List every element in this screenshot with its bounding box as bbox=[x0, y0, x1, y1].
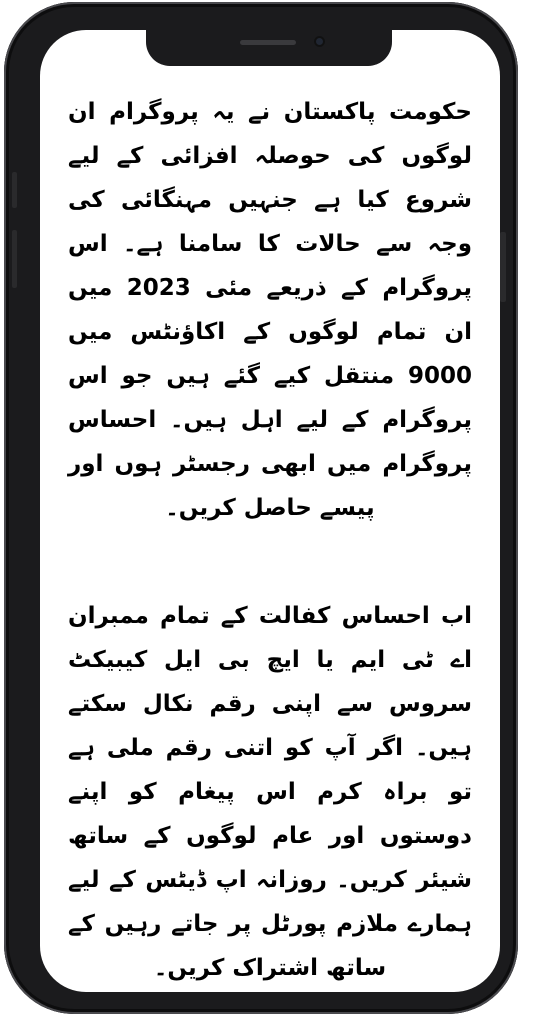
article-content bbox=[68, 90, 472, 990]
article-paragraph-2: اب احساس کفالت کے تمام ممبران اے ٹی ایم یا ایچ بی ایل کیبیکٹ سروس سے اپنی رقم نکال سکتے ہیں۔ اگر آپ کو اتنی رقم ملی ہے تو براہ کرم اس پیغام کو اپنے دوستوں اور عام لوگوں کے ساتھ شیئر کریں۔ روزانہ اپ ڈیٹس کے لیے ہمارے ملازم پورٹل پر جاتے رہیں کے ساتھ اشتراک کریں۔ bbox=[68, 603, 472, 981]
phone-screen bbox=[40, 30, 500, 992]
paragraph-spacer bbox=[68, 530, 472, 594]
power-button bbox=[500, 232, 506, 302]
mute-switch bbox=[12, 172, 17, 208]
speaker-grille bbox=[240, 40, 296, 45]
phone-frame bbox=[4, 2, 518, 1014]
front-camera-icon bbox=[314, 36, 325, 47]
phone-notch bbox=[146, 30, 392, 66]
volume-up-button bbox=[12, 230, 17, 288]
article-paragraph-1: حکومت پاکستان نے یہ پروگرام ان لوگوں کی حوصلہ افزائی کے لیے شروع کیا ہے جنہیں مہنگائی کی وجہ سے حالات کا سامنا ہے۔ اس پروگرام کے ذریعے مئی 2023 میں ان تمام لوگوں کے اکاؤنٹس میں 9000 منتقل کیے گئے ہیں جو اس پروگرام کے لیے اہل ہیں۔ احساس پروگرام میں ابھی رجسٹر ہوں اور پیسے حاصل کریں۔ bbox=[68, 99, 472, 521]
